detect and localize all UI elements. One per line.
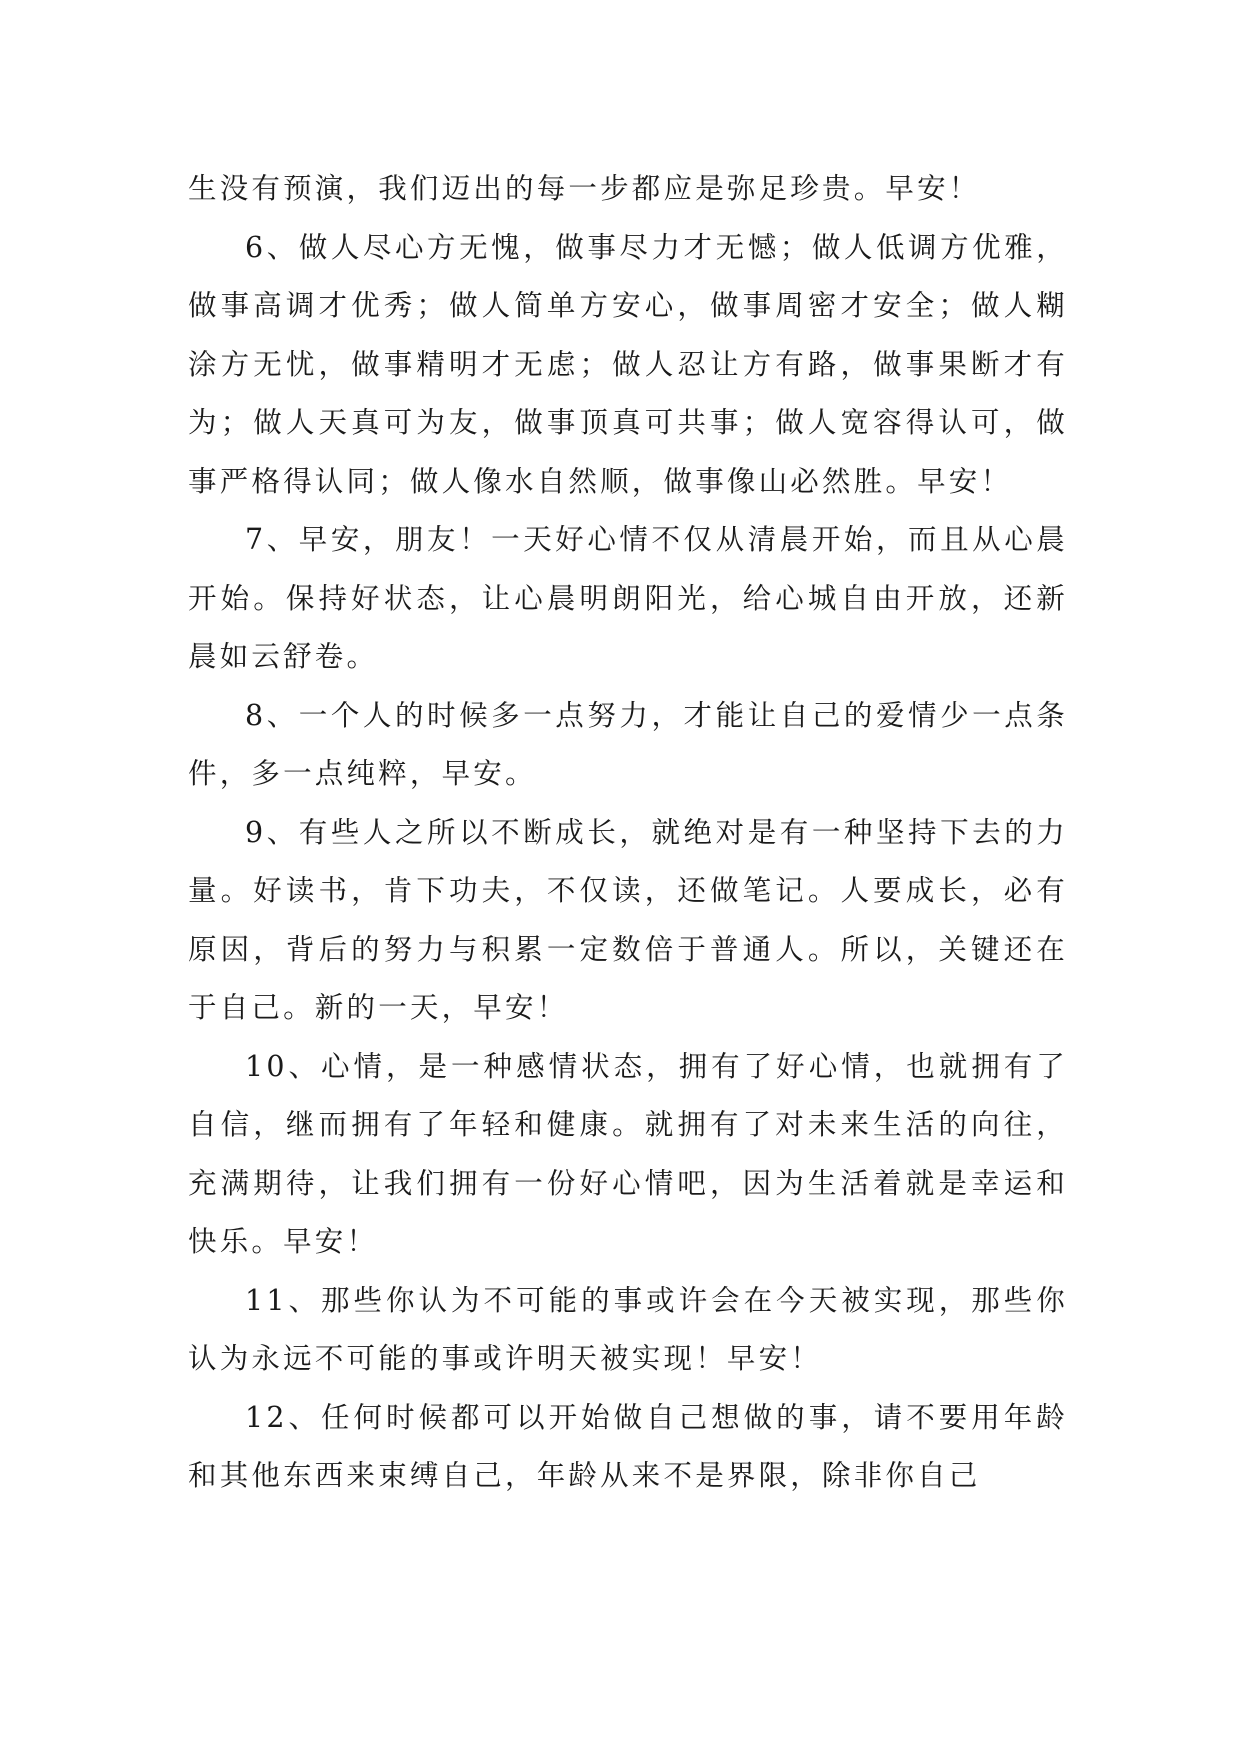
paragraph-item-12: 12、任何时候都可以开始做自己想做的事，请不要用年龄和其他东西来束缚自己，年龄从来不是界限，除非你自己 <box>188 1400 1068 1492</box>
paragraph-item-6: 6、做人尽心方无愧，做事尽力才无憾；做人低调方优雅，做事高调才优秀；做人简单方安心，做事周密才安全；做人糊涂方无忧，做事精明才无虑；做人忍让方有路，做事果断才有为；做人天真可为友，做事顶真可共事；做人宽容得认可，做事严格得认同；做人像水自然顺，做事像山必然胜。早安！ <box>188 230 1068 498</box>
document-body <box>188 160 1068 1506</box>
paragraph-item-8: 8、一个人的时候多一点努力，才能让自己的爱情少一点条件，多一点纯粹，早安。 <box>188 698 1068 790</box>
paragraph-item-11: 11、那些你认为不可能的事或许会在今天被实现，那些你认为永远不可能的事或许明天被实现！早安！ <box>188 1283 1068 1375</box>
paragraph-item-9: 9、有些人之所以不断成长，就绝对是有一种坚持下去的力量。好读书，肯下功夫，不仅读，还做笔记。人要成长，必有原因，背后的努力与积累一定数倍于普通人。所以，关键还在于自己。新的一天，早安！ <box>188 815 1068 1024</box>
paragraph-item-7: 7、早安，朋友！一天好心情不仅从清晨开始，而且从心晨开始。保持好状态，让心晨明朗阳光，给心城自由开放，还新晨如云舒卷。 <box>188 523 1068 673</box>
paragraph-item-10: 10、心情，是一种感情状态，拥有了好心情，也就拥有了自信，继而拥有了年轻和健康。就拥有了对未来生活的向往，充满期待，让我们拥有一份好心情吧，因为生活着就是幸运和快乐。早安！ <box>188 1049 1068 1258</box>
paragraph-continuation: 生没有预演，我们迈出的每一步都应是弥足珍贵。早安！ <box>188 172 981 205</box>
